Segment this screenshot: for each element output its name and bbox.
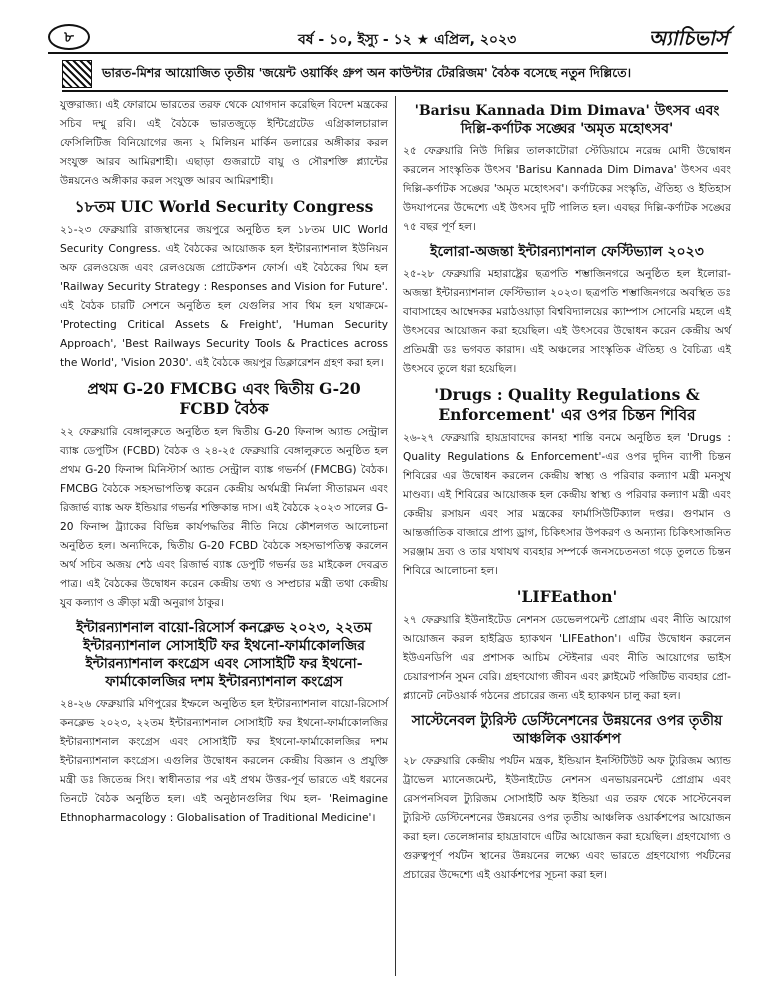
- section-body-ellora: ২৫-২৮ ফেব্রুয়ারি মহারাষ্ট্রের ছত্রপতি শম্ভাজিনগরে অনুষ্ঠিত হল ইলোরা-অজন্তা ইন্টারন্যাশনাল ফেস্টিভ্যাল ২০২৩। ছত্রপতি শম্ভাজিনগরে অবস্থিত ডঃ বাবাসাহেব আম্বেদকর মরাঠওয়াড়া বিশ্ববিদ্যালয়ের ক্যাম্পাস সোনেরি মহলে এই উৎসবের আয়োজন করা হয়েছিল। এই উৎসবের উদ্বোধন করেন কেন্দ্রীয় অর্থ প্রতিমন্ত্রী ডঃ ভগবত কারাদ। এই অঞ্চলের সাংস্কৃতিক ঐতিহ্য ও বৈচিত্র্য এই উৎসবে তুলে ধরা হয়েছিল।: [403, 268, 731, 375]
- ticker-rule: [62, 90, 728, 92]
- header-rule: [48, 52, 728, 54]
- page-header: [48, 24, 728, 54]
- section-heading-g20: প্রথম G-20 FMCBG এবং দ্বিতীয় G-20 FCBD বৈঠক: [87, 379, 361, 418]
- section-heading-lifeathon: 'LIFEathon': [516, 587, 618, 606]
- column-divider: [395, 96, 396, 976]
- news-ticker: [62, 60, 728, 88]
- intro-paragraph: যুক্তরাজ্য। এই ফোরামে ভারতের তরফ থেকে যোগদান করেছিল বিদেশ মন্ত্রকের সচিব দম্মু রবি। এই বৈঠকে ভারতজুড়ে ইন্টিগ্রেটেড এগ্রিকালচারাল ফেসিলিটিজ বিনিয়োগের জন্য ২ মিলিয়ন মার্কিন ডলারের অঙ্গীকার করল সংযুক্ত আরব আমিরশাহী। এছাড়া গুজরাটে বায়ু ও সৌরশক্তি প্ল্যান্টের উন্নয়নেও অঙ্গীকার করল সংযুক্ত আরব আমিরশাহী।: [60, 99, 388, 187]
- section-body-bioresource: ২৪-২৬ ফেব্রুয়ারি মণিপুরের ইম্ফলে অনুষ্ঠিত হল ইন্টারন্যাশনাল বায়ো-রিসোর্স কনক্লেভ ২০২৩, ২২তম ইন্টারন্যাশনাল সোসাইটি ফর ইথনো-ফার্মাকোলজির ইন্টারন্যাশনাল কংগ্রেস এবং সোসাইটি ফর ইথনো-ফার্মাকোলজির দশম ইন্টারন্যাশনাল কংগ্রেস। এগুলির উদ্বোধন করলেন কেন্দ্রীয় বিজ্ঞান ও প্রযুক্তি মন্ত্রী ডঃ জিতেন্দ্র সিং। স্বাধীনতার পর এই প্রথম উত্তর-পূর্ব ভারতে এই ধরনের তিনটে বৈঠক অনুষ্ঠিত হল। এই অনুষ্ঠানগুলির থিম হল- 'Reimagine Ethnopharmacology : Globalisation of Traditional Medicine'।: [60, 698, 388, 824]
- section-heading-barisu: 'Barisu Kannada Dim Dimava' উৎসব এবং দিল্লি-কর্ণাটক সঙ্ঘের 'অমৃত মহোৎসব': [414, 103, 720, 137]
- section-heading-ellora: ইলোরা-অজন্তা ইন্টারন্যাশনাল ফেস্টিভ্যাল ২০২৩: [430, 244, 704, 260]
- section-heading-uic: ১৮তম UIC World Security Congress: [74, 197, 374, 216]
- section-body-lifeathon: ২৭ ফেব্রুয়ারি ইউনাইটেড নেশনস ডেভেলপমেন্ট প্রোগ্রাম এবং নীতি আয়োগ আয়োজন করল হাইব্রিড হ্যাকথন 'LIFEathon'। এটির উদ্বোধন করলেন ইউএনডিপি এর প্রশাসক আচিম স্টেইনার এবং নীতি আয়োগের ভাইস চেয়ারপার্সন সুমন বেরি। গ্রহণযোগ্য জীবন এবং ক্লাইমেট পজিটিভ ব্যবহার প্রো-প্ল্যানেট নেটওয়ার্ক গঠনের প্রচারের জন্য এই হ্যাকথন চালু করা হল।: [403, 614, 731, 702]
- section-body-g20: ২২ ফেব্রুয়ারি বেঙ্গালুরুতে অনুষ্ঠিত হল দ্বিতীয় G-20 ফিনান্স অ্যান্ড সেন্ট্রাল ব্যাঙ্ক ডেপুটিস (FCBD) বৈঠক ও ২৪-২৫ ফেব্রুয়ারি বেঙ্গালুরুতে অনুষ্ঠিত হল প্রথম G-20 ফিনান্স মিনিস্টার্স অ্যান্ড সেন্ট্রাল ব্যাঙ্ক গভর্নর্স (FMCBG) বৈঠক। FMCBG বৈঠকে সহসভাপতিত্ব করেন কেন্দ্রীয় অর্থমন্ত্রী নির্মলা সীতারমন এবং রিজার্ভ ব্যাঙ্ক অফ ইন্ডিয়ার গভর্নর শক্তিকান্ত দাস। এই বৈঠকে ২০২৩ সালের G-20 ফিনান্স ট্র্যাকের বিভিন্ন কার্যপদ্ধতির নীতি নিয়ে কৌশলগত আলোচনা অনুষ্ঠিত হল। অন্যদিকে, দ্বিতীয় G-20 FCBD বৈঠকে সহসভাপতিত্ব করলেন অর্থ সচিব অজয় শেঠ এবং রিজার্ভ ব্যাঙ্ক ডেপুটি গভর্নর ডঃ মাইকেল দেবব্রত পাত্র। এই বৈঠকের উদ্বোধন করেন কেন্দ্রীয় তথ্য ও সম্প্রচার মন্ত্রী তথা কেন্দ্রীয় যুব কল্যাণ ও ক্রীড়া মন্ত্রী অনুরাগ ঠাকুর।: [60, 426, 388, 609]
- left-column: [60, 96, 388, 830]
- issue-info: বর্ষ - ১০, ইস্যু - ১২ ★ এপ্রিল, ২০২৩: [298, 32, 517, 48]
- newspaper-icon: [62, 60, 92, 88]
- right-column: [403, 96, 731, 887]
- magazine-logo: অ্যাচিভার্স: [648, 26, 728, 50]
- ticker-text: ভারত-মিশর আয়োজিত তৃতীয় 'জয়েন্ট ওয়ার্কিং গ্রুপ অন কাউন্টার টেররিজম' বৈঠক বসেছে নতুন দিল্লিতে।: [102, 65, 632, 80]
- page-number: ৮: [48, 24, 90, 50]
- section-body-tourism: ২৮ ফেব্রুয়ারি কেন্দ্রীয় পর্যটন মন্ত্রক, ইন্ডিয়ান ইনস্টিটিউট অফ ট্যুরিজম অ্যান্ড ট্রাভেল ম্যানেজমেন্ট, ইউনাইটেড নেশনস এনভায়রনমেন্ট প্রোগ্রাম এবং রেসপনসিবল ট্যুরিজম সোসাইটি অফ ইন্ডিয়া এর তরফ থেকে সাস্টেনেবল ট্যুরিস্ট ডেস্টিনেশনের উন্নয়নের ওপর তৃতীয় আঞ্চলিক ওয়ার্কশপের আয়োজন করা হল। তেলেঙ্গানার হায়দ্রাবাদে এটির আয়োজন করা হয়েছিল। গ্রহণযোগ্য ও গুরুত্বপূর্ণ পর্যটন স্থানের উন্নয়নের লক্ষ্যে এবং ভারতে গ্রহণযোগ্য পর্যটনের প্রচারের উদ্দেশ্যে এই ওয়ার্কশপের সূচনা করা হল।: [403, 755, 731, 881]
- section-body-barisu: ২৫ ফেব্রুয়ারি নিউ দিল্লির তালকাটোরা স্টেডিয়ামে নরেন্দ্র মোদী উদ্বোধন করলেন সাংস্কৃতিক উৎসব 'Barisu Kannada Dim Dimava' উৎসব এবং দিল্লি-কর্ণাটক সঙ্ঘের 'অমৃত মহোৎসব'। কর্ণাটকের সংস্কৃতি, ঐতিহ্য ও ইতিহাস উদযাপনের উদ্দেশ্যে এই উৎসব দুটি পালিত হল। এবছর দিল্লি-কর্ণাটক সঙ্ঘের ৭৫ বছর পূর্ণ হল।: [403, 145, 731, 233]
- section-heading-tourism: সাস্টেনেবল ট্যুরিস্ট ডেস্টিনেশনের উন্নয়নের ওপর তৃতীয় আঞ্চলিক ওয়ার্কশপ: [411, 713, 723, 747]
- section-heading-bioresource: ইন্টারন্যাশনাল বায়ো-রিসোর্স কনক্লেভ ২০২৩, ২২তম ইন্টারন্যাশনাল সোসাইটি ফর ইথনো-ফার্মাকোলজির ইন্টারন্যাশনাল কংগ্রেস এবং সোসাইটি ফর ইথনো-ফার্মাকোলজির দশম ইন্টারন্যাশনাল কংগ্রেস: [76, 620, 372, 690]
- section-body-uic: ২১-২৩ ফেব্রুয়ারি রাজস্থানের জয়পুরে অনুষ্ঠিত হল ১৮তম UIC World Security Congress. এই বৈঠকের আয়োজক হল ইন্টারন্যাশনাল ইউনিয়ন অফ রেলওয়েজ এবং রেলওয়েজ প্রোটেকশন ফোর্স। এই বৈঠকের থিম হল 'Railway Security Strategy : Responses and Vision for Future'. এই বৈঠক চারটি সেশনে অনুষ্ঠিত হল যেগুলির সাব থিম হল যথাক্রমে- 'Protecting Critical Assets & Freight', 'Human Security Approach', 'Best Railways Security Tools & Practices across the World', 'Vision 2030'. এই বৈঠকে জয়পুর ডিক্লারেশন গ্রহণ করা হল।: [60, 224, 388, 369]
- section-body-drugs: ২৬-২৭ ফেব্রুয়ারি হায়দ্রাবাদের কানহা শান্তি বনমে অনুষ্ঠিত হল 'Drugs : Quality Regulations & Enforcement'-এর ওপর দুদিন ব্যাপী চিন্তন শিবিরের এর উদ্বোধন করলেন কেন্দ্রীয় স্বাস্থ্য ও পরিবার কল্যাণ মন্ত্রী মনসুখ মাণ্ডব্য। এই শিবিরের আয়োজক হল কেন্দ্রীয় স্বাস্থ্য ও পরিবার কল্যাণ মন্ত্রী এবং কেন্দ্রীয় রসায়ন এবং সার মন্ত্রকের ফার্মাসিউটিক্যাল দপ্তর। গুণমান ও আন্তর্জাতিক বাজারে প্রাপ্য ড্রাগ, চিকিৎসার উপকরণ ও অন্যান্য চিকিৎসাজনিত সরঞ্জাম দ্রব্য ও তার যথাযথ ব্যবহার সম্পর্কে জনসচেতনতা গড়ে তুলতে চিন্তন শিবিরে আলোচনা হল।: [403, 432, 731, 577]
- section-heading-drugs: 'Drugs : Quality Regulations & Enforcement' এর ওপর চিন্তন শিবির: [434, 385, 700, 424]
